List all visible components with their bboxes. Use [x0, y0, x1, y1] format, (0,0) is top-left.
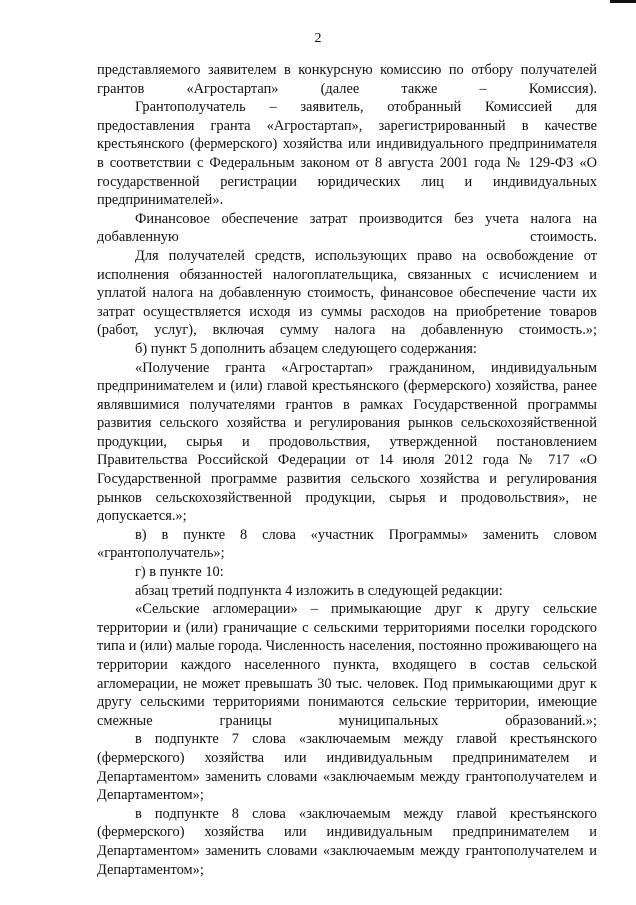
line: ранее являвшимися получателями грантов в рамках Государственной — [97, 378, 597, 413]
line: Грантополучатель – заявитель, отобранный Комиссией для — [135, 99, 597, 116]
line: крестьянского (фермерского) хозяйства или индивидуального — [97, 136, 484, 153]
line: б) пункт 5 дополнить абзацем следующего содержания: — [135, 340, 477, 357]
paragraph-9 — [97, 582, 597, 601]
line: территории и (или) граничащие с сельскими территориями поселки — [97, 619, 526, 636]
paragraph-8 — [97, 563, 597, 582]
paragraph-10 — [97, 600, 597, 730]
line: грантов «Агростартап» (далее также – Комиссия). — [97, 80, 597, 97]
line: грантополучателем и Департаментом»; — [97, 842, 597, 878]
line: и Департаментом» заменить словами «заключаемым между — [97, 824, 597, 859]
line: проживающего на территории каждого населенного пункта, входящего — [97, 638, 597, 673]
line: сельские территории, имеющие смежные границы муниципальных — [97, 694, 598, 729]
line: постановлением Правительства Российской Федерации от 14 июля 2012 года — [97, 433, 597, 469]
line: абзац третий подпункта 4 изложить в следующей редакции: — [135, 582, 503, 599]
line: «Сельские агломерации» – примыкающие друг к другу сельские — [135, 601, 597, 618]
line: и уплатой налога на добавленную стоимость, финансовое обеспечение части — [97, 266, 597, 302]
line: на добавленную стоимость. — [97, 210, 597, 246]
paragraph-5 — [97, 340, 597, 359]
line: № 717 «О Государственной программе развития сельского хозяйства — [97, 452, 597, 488]
line: от исполнения обязанностей налогоплательщика, связанных с исчислением — [97, 247, 597, 283]
paragraph-2 — [97, 98, 597, 210]
line: Финансовое обеспечение затрат производится без учета налога — [135, 210, 572, 227]
paragraph-4 — [97, 247, 597, 340]
line: и продовольствия», не допускается.»; — [97, 489, 597, 525]
line: программы развития сельского хозяйства и регулирования рынков — [97, 396, 597, 432]
line: предпринимателя в соответствии с Федеральным законом от 8 августа — [97, 136, 597, 171]
line: в) в пункте 8 слова «участник Программы» заменить словом — [135, 526, 597, 543]
line: и Департаментом» заменить словами «заключаемым между — [97, 749, 597, 785]
line: «грантополучатель»; — [97, 545, 225, 562]
line: г) в пункте 10: — [135, 564, 224, 581]
line: в состав сельской агломерации, не может превышать 30 тыс. человек. — [97, 657, 597, 692]
line: и индивидуальных предпринимателей». — [97, 173, 598, 209]
line: предпринимателем и (или) главой крестьянского (фермерского) хозяйства, — [97, 378, 559, 395]
line: городского типа и (или) малые города. Численность населения, постоянно — [97, 619, 597, 655]
page-number: 2 — [314, 31, 322, 46]
paragraph-3 — [97, 210, 597, 247]
line: Для получателей средств, использующих право на освобождение — [135, 247, 574, 264]
line: представляемого заявителем в конкурсную комиссию по отбору получателей — [97, 62, 597, 78]
paragraph-12 — [97, 805, 597, 879]
line: предоставления гранта «Агростартап», зарегистрированный в качестве — [97, 117, 597, 134]
line: в подпункте 7 слова «заключаемым между главой крестьянского — [135, 731, 597, 748]
document-body — [97, 61, 597, 879]
paragraph-6 — [97, 359, 597, 526]
line: образований.»; — [505, 712, 597, 729]
line: грантополучателем и Департаментом»; — [97, 768, 597, 804]
scan-corner-mark — [610, 0, 636, 3]
line: (фермерского) хозяйства или индивидуальным предпринимателем — [97, 824, 570, 841]
line: сельскохозяйственной продукции, сырья и продовольствия, утвержденной — [97, 415, 597, 450]
paragraph-11 — [97, 730, 597, 804]
line: в подпункте 8 слова «заключаемым между главой крестьянского — [135, 805, 597, 822]
line: Под примыкающими друг к другу сельскими территориями понимаются — [97, 675, 597, 711]
line: (фермерского) хозяйства или индивидуальным предпринимателем — [97, 749, 570, 766]
paragraph-1 — [97, 61, 597, 98]
line: и регулирования рынков сельскохозяйственной продукции, сырья — [97, 471, 597, 506]
line: товаров (работ, услуг), включая сумму налога на добавленную стоимость.»; — [97, 303, 597, 339]
paragraph-7 — [97, 526, 597, 563]
line: «Получение гранта «Агростартап» гражданином, индивидуальным — [135, 359, 597, 376]
line: их затрат осуществляется исходя из суммы расходов на приобретение — [97, 285, 597, 320]
line: 2001 года № 129-ФЗ «О государственной регистрации юридических лиц — [97, 154, 597, 190]
